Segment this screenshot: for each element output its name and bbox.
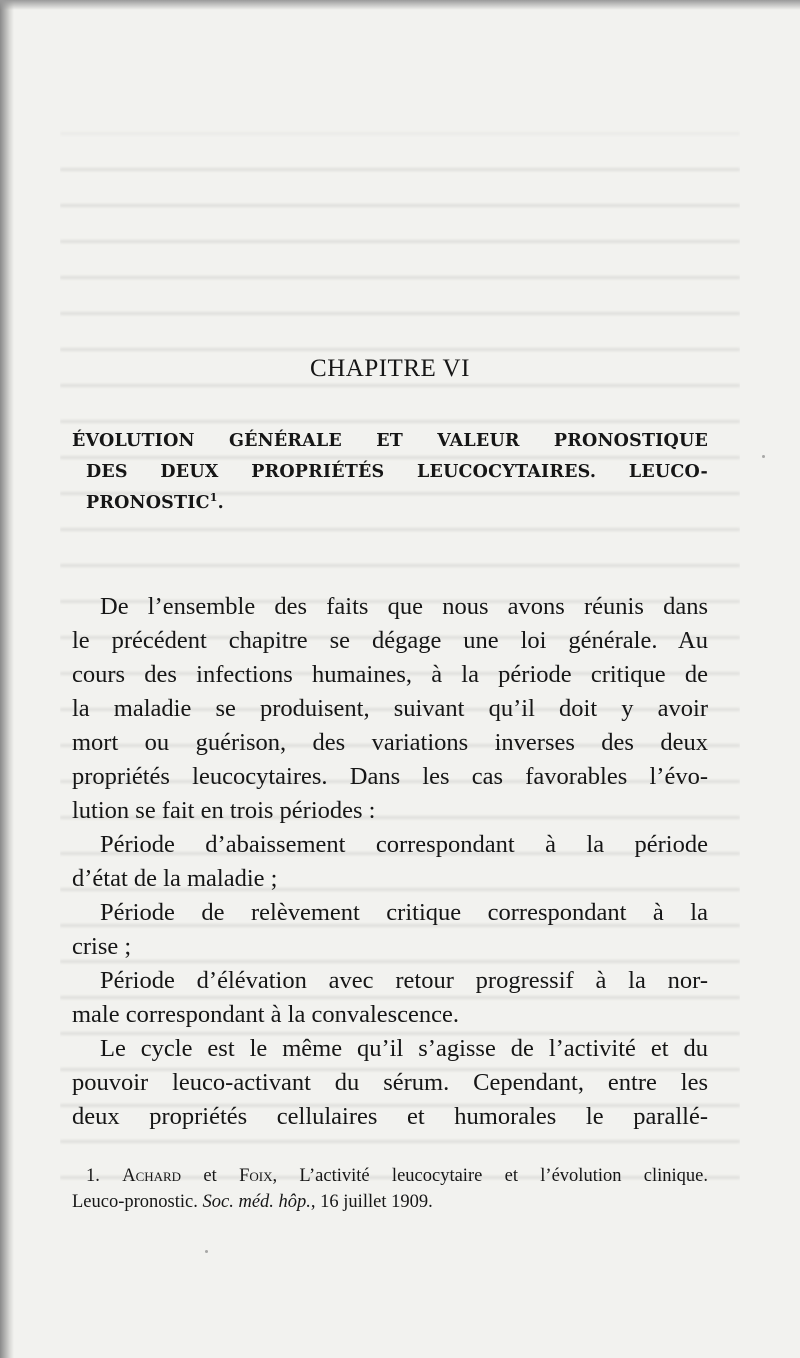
footnote-title: , L’activité leucocytaire et l’évolution clinique. (272, 1166, 709, 1186)
footnote-author: Achard (122, 1166, 182, 1186)
heading-line-1: ÉVOLUTION GÉNÉRALE ET VALEUR PRONOSTIQUE (72, 431, 708, 451)
text-line: Le cycle est le même qu’il s’agisse de l’activité et du (100, 1035, 708, 1062)
paragraph-5 (72, 1032, 708, 1134)
paragraph-3 (72, 896, 708, 964)
text-line: Période de relèvement critique correspondant à la (100, 899, 708, 926)
text-line: lution se fait en trois périodes : (72, 797, 376, 824)
text-line: pouvoir leuco-activant du sérum. Cependant, entre les (72, 1069, 708, 1096)
footnote-line-1 (72, 1163, 708, 1189)
footnote-number: 1. (86, 1166, 100, 1186)
chapter-title: CHAPITRE VI (310, 355, 470, 382)
chapter-heading (72, 426, 708, 519)
heading-line-3 (72, 488, 708, 519)
footnote-journal: Soc. méd. hôp. (202, 1192, 311, 1212)
body-text (72, 590, 708, 1134)
text-line: male correspondant à la convalescence. (72, 1001, 460, 1028)
footnote-ref: 1 (209, 491, 218, 505)
footnote-date: , 16 juillet 1909. (310, 1192, 433, 1212)
paragraph-4 (72, 964, 708, 1032)
text-line: le précédent chapitre se dégage une loi générale. Au (72, 627, 708, 654)
footnote (72, 1163, 708, 1215)
footnote-line-2 (72, 1189, 708, 1215)
page-top-shadow (0, 0, 800, 10)
paper-speck (762, 455, 765, 458)
text-line: crise ; (72, 933, 132, 960)
paragraph-1 (72, 590, 708, 828)
text-line: cours des infections humaines, à la période critique de (72, 661, 708, 688)
text-line: De l’ensemble des faits que nous avons réunis dans (100, 593, 708, 620)
paragraph-2 (72, 828, 708, 896)
heading-line-3-text: PRONOSTIC (86, 493, 210, 513)
text-line: Période d’abaissement correspondant à la période (100, 831, 708, 858)
paper-speck (205, 1250, 208, 1253)
footnote-title-cont: Leuco-pronostic. (72, 1192, 203, 1212)
text-line: Période d’élévation avec retour progressif à la nor- (100, 967, 708, 994)
heading-end-punct: . (217, 493, 224, 513)
page-edge-shadow (0, 0, 14, 1358)
text-line: d’état de la maladie ; (72, 865, 278, 892)
footnote-author: Foix (239, 1166, 273, 1186)
text-line: mort ou guérison, des variations inverses des deux (72, 729, 708, 756)
text-line: propriétés leucocytaires. Dans les cas favorables l’évo- (72, 763, 708, 790)
text-line: deux propriétés cellulaires et humorales le parallé- (72, 1103, 708, 1130)
footnote-conj: et (181, 1166, 240, 1186)
heading-line-2: DES DEUX PROPRIÉTÉS LEUCOCYTAIRES. LEUCO- (86, 462, 708, 482)
text-line: la maladie se produisent, suivant qu’il doit y avoir (72, 695, 708, 722)
